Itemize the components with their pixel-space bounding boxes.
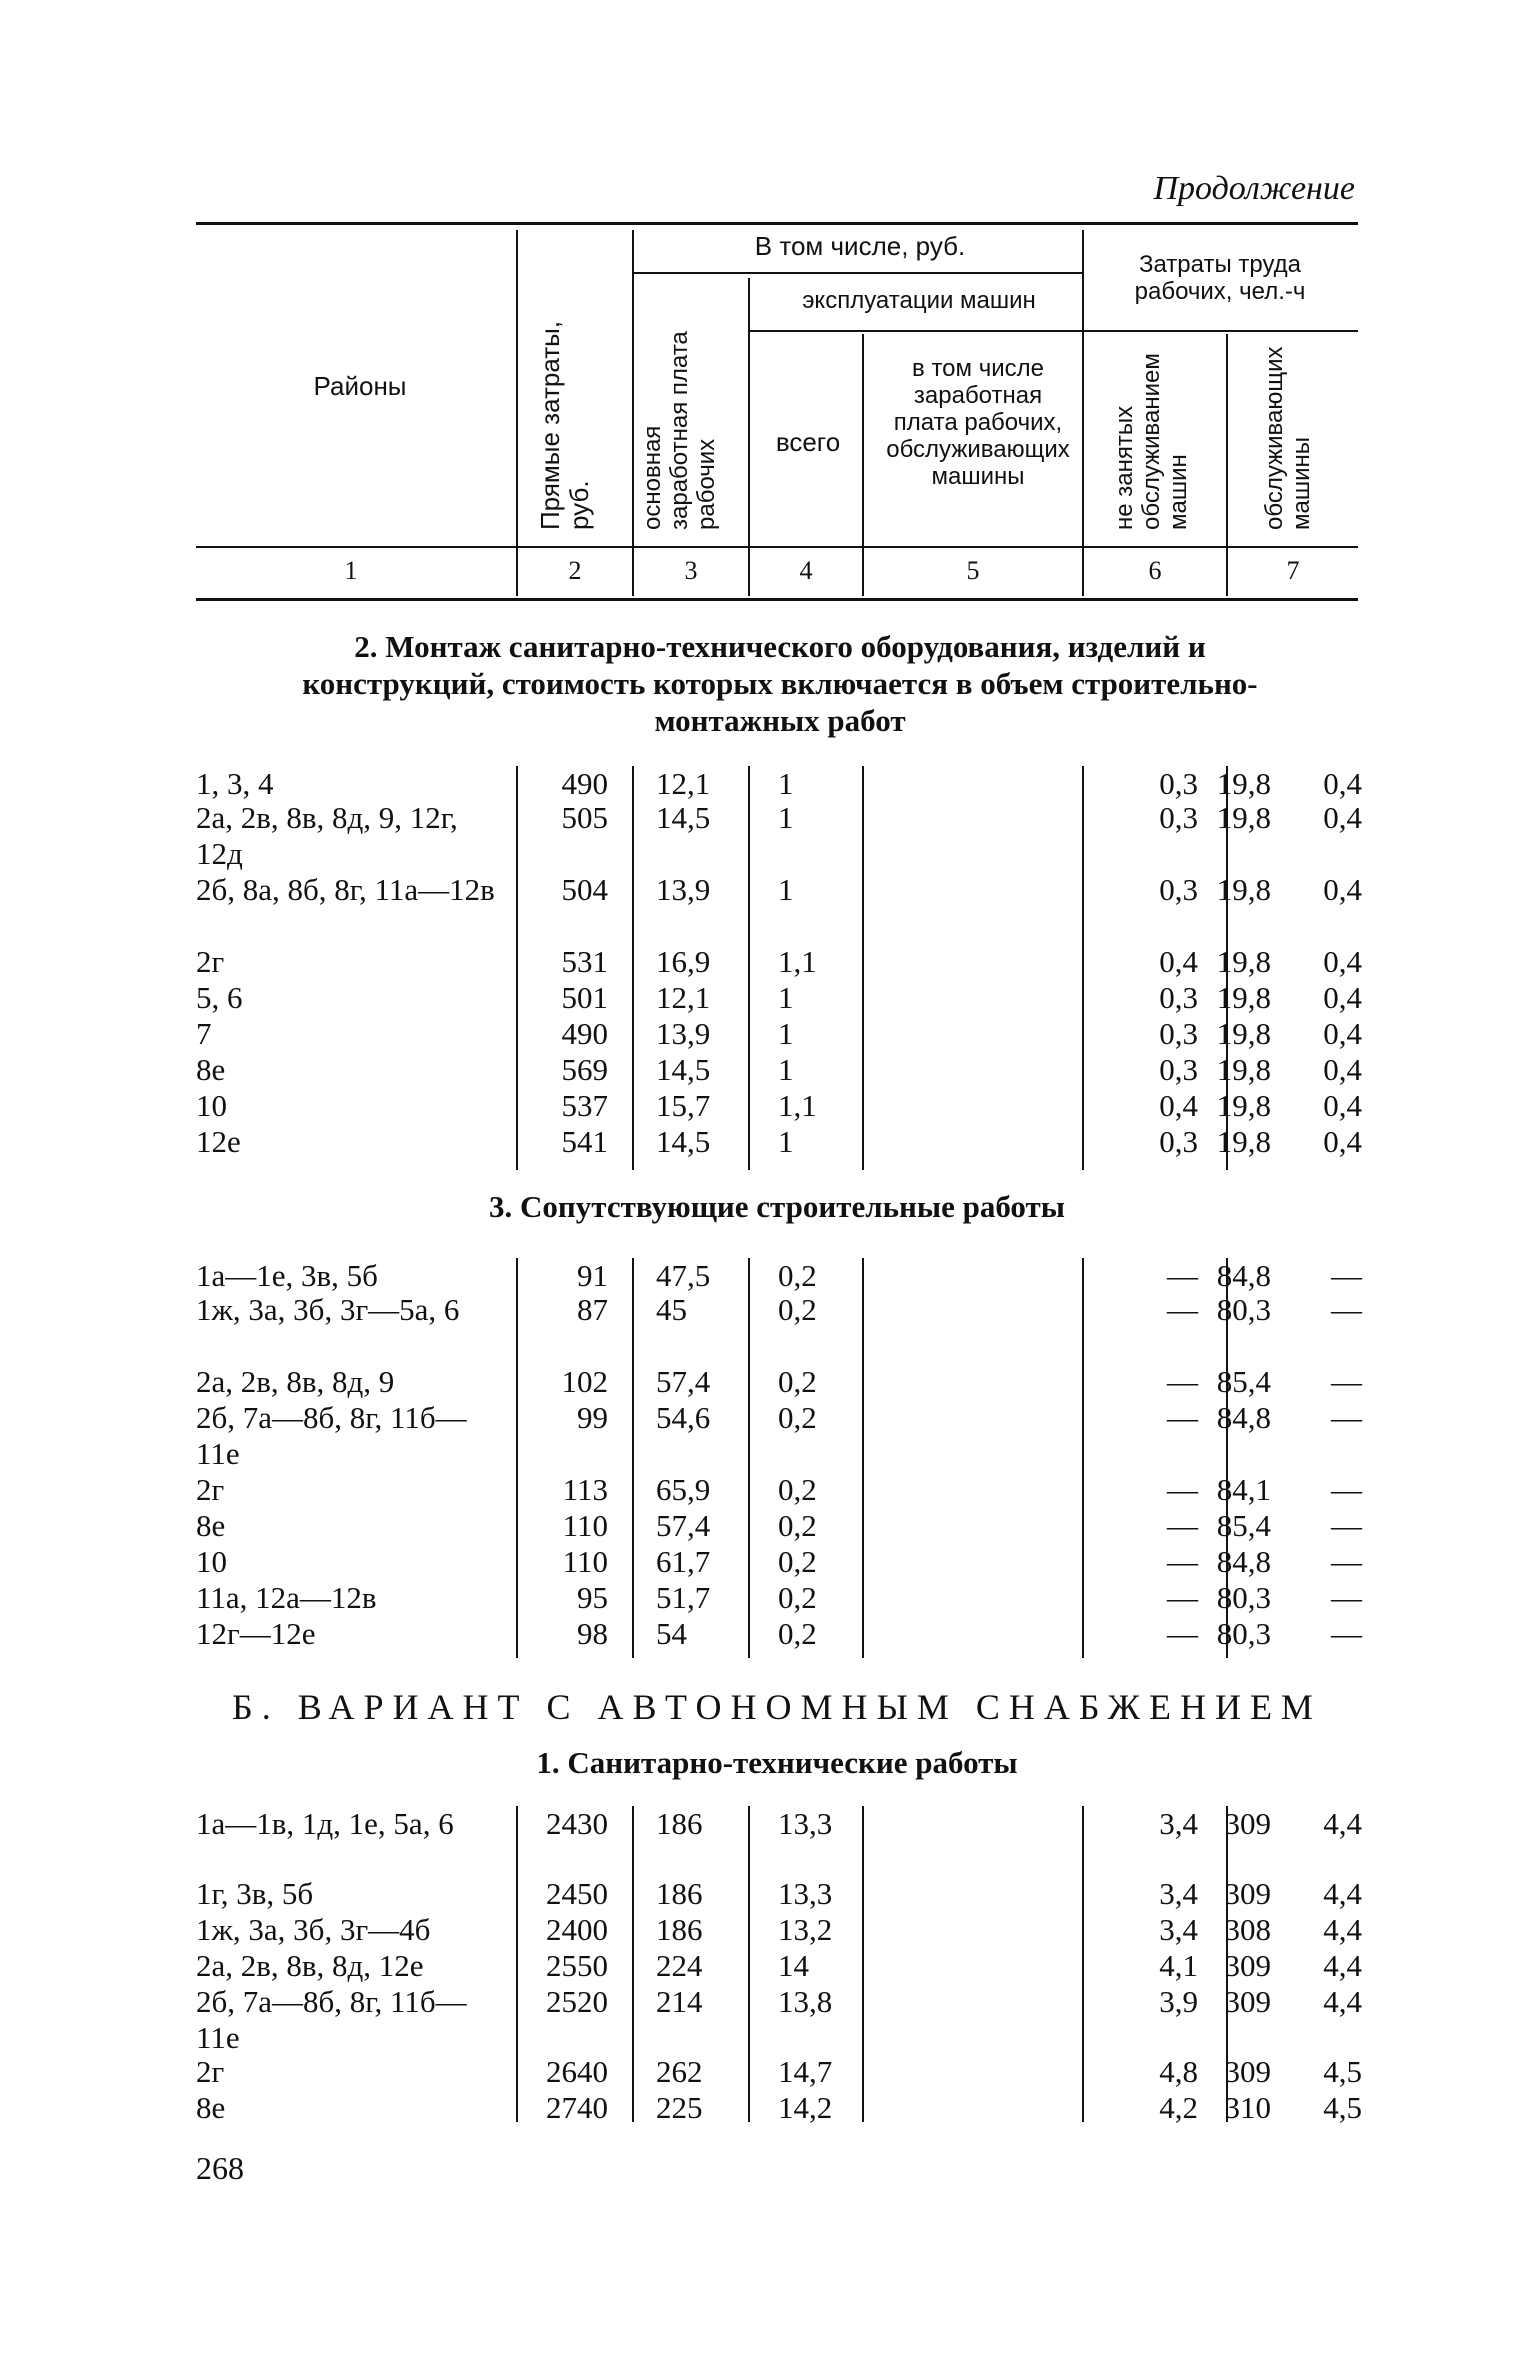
region-cell: 2б, 7а—8б, 8г, 11б—11е bbox=[196, 1400, 467, 1471]
labor-cell: 19,8 bbox=[1216, 1052, 1271, 1087]
machine-wage-cell: — bbox=[1167, 1400, 1198, 1435]
region-cell: 1, 3, 4 bbox=[196, 766, 274, 801]
region-cell: 2г bbox=[196, 2054, 225, 2089]
region-cell: 2а, 2в, 8в, 8д, 12е bbox=[196, 1948, 424, 1983]
machine-total-cell: 1,1 bbox=[778, 1088, 817, 1123]
machine-labor-cell: 4,4 bbox=[1323, 1912, 1362, 1947]
labor-cell: 309 bbox=[1224, 1876, 1271, 1911]
machine-total-cell: 0,2 bbox=[778, 1616, 817, 1651]
header-vrule-1 bbox=[516, 230, 518, 596]
base-wage-cell: 186 bbox=[656, 1806, 703, 1841]
labor-cell: 19,8 bbox=[1216, 1088, 1271, 1123]
machine-labor-cell: 4,4 bbox=[1323, 1876, 1362, 1911]
base-wage-cell: 225 bbox=[656, 2090, 703, 2125]
machine-wage-cell: 3,4 bbox=[1159, 1876, 1198, 1911]
direct-cost-cell: 490 bbox=[561, 766, 608, 801]
base-wage-cell: 51,7 bbox=[656, 1580, 711, 1615]
base-wage-cell: 15,7 bbox=[656, 1088, 711, 1123]
region-cell: 8е bbox=[196, 2090, 226, 2125]
base-wage-cell: 12,1 bbox=[656, 980, 711, 1015]
machine-wage-cell: 0,3 bbox=[1159, 766, 1198, 801]
machine-wage-cell: 4,1 bbox=[1159, 1948, 1198, 1983]
base-wage-cell: 54,6 bbox=[656, 1400, 711, 1435]
section3-vrule-2 bbox=[632, 1258, 634, 1658]
machine-total-cell: 1 bbox=[778, 1016, 794, 1051]
base-wage-cell: 16,9 bbox=[656, 944, 711, 979]
labor-cell: 309 bbox=[1224, 1806, 1271, 1841]
header-vrule-5 bbox=[1082, 230, 1084, 596]
machine-total-cell: 14,7 bbox=[778, 2054, 833, 2089]
machine-wage-cell: 0,4 bbox=[1159, 944, 1198, 979]
labor-cell: 19,8 bbox=[1216, 1124, 1271, 1159]
header-group-wage: В том числе, руб. bbox=[754, 231, 966, 261]
base-wage-cell: 54 bbox=[656, 1616, 687, 1651]
region-cell: 1а—1в, 1д, 1е, 5а, 6 bbox=[196, 1806, 454, 1841]
colnum-6: 6 bbox=[1148, 556, 1162, 585]
labor-cell: 80,3 bbox=[1216, 1292, 1271, 1327]
labor-cell: 84,8 bbox=[1216, 1544, 1271, 1579]
machine-total-cell: 14 bbox=[778, 1948, 809, 1983]
labor-cell: 310 bbox=[1224, 2090, 1271, 2125]
section3-table bbox=[196, 1258, 1362, 1662]
region-cell: 10 bbox=[196, 1088, 227, 1123]
machine-total-cell: 0,2 bbox=[778, 1292, 817, 1327]
machine-wage-cell: 3,9 bbox=[1159, 1984, 1198, 2019]
region-cell: 2г bbox=[196, 1472, 225, 1507]
page-number: 268 bbox=[196, 2150, 244, 2186]
machine-total-cell: 0,2 bbox=[778, 1400, 817, 1435]
base-wage-cell: 65,9 bbox=[656, 1472, 711, 1507]
machine-labor-cell: — bbox=[1331, 1258, 1362, 1293]
direct-cost-cell: 95 bbox=[577, 1580, 608, 1615]
region-cell: 2а, 2в, 8в, 8д, 9, 12г, 12д bbox=[196, 800, 458, 871]
header-group-labor: Затраты труда рабочих, чел.-ч bbox=[1134, 251, 1306, 305]
header-group-machine: эксплуатации машин bbox=[802, 287, 1036, 314]
region-cell: 7 bbox=[196, 1016, 212, 1051]
header-col6: не занятых обслуживанием машин bbox=[1111, 353, 1192, 530]
group-labor-rule bbox=[1084, 330, 1358, 332]
machine-labor-cell: — bbox=[1331, 1400, 1362, 1435]
direct-cost-cell: 2520 bbox=[546, 1984, 608, 2019]
machine-labor-cell: 0,4 bbox=[1323, 1088, 1362, 1123]
base-wage-cell: 262 bbox=[656, 2054, 703, 2089]
direct-cost-cell: 102 bbox=[561, 1364, 608, 1399]
machine-total-cell: 0,2 bbox=[778, 1472, 817, 1507]
machine-wage-cell: 3,4 bbox=[1159, 1806, 1198, 1841]
labor-cell: 19,8 bbox=[1216, 872, 1271, 907]
variant-b-title: Б. ВАРИАНТ С АВТОНОМНЫМ СНАБЖЕНИЕМ bbox=[232, 1687, 1322, 1727]
direct-cost-cell: 531 bbox=[561, 944, 608, 979]
direct-cost-cell: 87 bbox=[577, 1292, 608, 1327]
direct-cost-cell: 490 bbox=[561, 1016, 608, 1051]
header-vrule-3 bbox=[748, 278, 750, 596]
machine-wage-cell: 0,3 bbox=[1159, 980, 1198, 1015]
machine-labor-cell: 4,5 bbox=[1323, 2054, 1362, 2089]
machine-labor-cell: — bbox=[1331, 1508, 1362, 1543]
machine-wage-cell: 0,3 bbox=[1159, 800, 1198, 835]
labor-cell: 19,8 bbox=[1216, 944, 1271, 979]
base-wage-cell: 47,5 bbox=[656, 1258, 711, 1293]
base-wage-cell: 45 bbox=[656, 1292, 687, 1327]
direct-cost-cell: 110 bbox=[562, 1544, 608, 1579]
machine-total-cell: 13,8 bbox=[778, 1984, 833, 2019]
labor-cell: 84,8 bbox=[1216, 1400, 1271, 1435]
machine-labor-cell: 0,4 bbox=[1323, 944, 1362, 979]
continuation-label: Продолжение bbox=[1153, 170, 1355, 207]
machine-wage-cell: — bbox=[1167, 1258, 1198, 1293]
region-cell: 1а—1е, 3в, 5б bbox=[196, 1258, 378, 1293]
region-cell: 8е bbox=[196, 1052, 226, 1087]
direct-cost-cell: 504 bbox=[561, 872, 608, 907]
base-wage-cell: 13,9 bbox=[656, 1016, 711, 1051]
header-vrule-2 bbox=[632, 230, 634, 596]
region-cell: 5, 6 bbox=[196, 980, 243, 1015]
machine-wage-cell: 3,4 bbox=[1159, 1912, 1198, 1947]
region-cell: 12е bbox=[196, 1124, 241, 1159]
direct-cost-cell: 2550 bbox=[546, 1948, 608, 1983]
header-col2: Прямые затраты, руб. bbox=[535, 320, 595, 530]
base-wage-cell: 186 bbox=[656, 1912, 703, 1947]
header-col5: в том числе заработная плата рабочих, обслуживающих машины bbox=[886, 355, 1070, 490]
direct-cost-cell: 110 bbox=[562, 1508, 608, 1543]
direct-cost-cell: 99 bbox=[577, 1400, 608, 1435]
machine-total-cell: 0,2 bbox=[778, 1258, 817, 1293]
labor-cell: 19,8 bbox=[1216, 800, 1271, 835]
base-wage-cell: 214 bbox=[656, 1984, 703, 2019]
machine-labor-cell: 0,4 bbox=[1323, 1052, 1362, 1087]
base-wage-cell: 57,4 bbox=[656, 1508, 711, 1543]
machine-wage-cell: 0,3 bbox=[1159, 1016, 1198, 1051]
region-cell: 10 bbox=[196, 1544, 227, 1579]
direct-cost-cell: 501 bbox=[561, 980, 608, 1015]
direct-cost-cell: 2400 bbox=[546, 1912, 608, 1947]
machine-total-cell: 1 bbox=[778, 980, 794, 1015]
direct-cost-cell: 2640 bbox=[546, 2054, 608, 2089]
machine-wage-cell: — bbox=[1167, 1364, 1198, 1399]
colnum-3: 3 bbox=[684, 556, 698, 585]
machine-wage-cell: 4,2 bbox=[1159, 2090, 1198, 2125]
labor-cell: 309 bbox=[1224, 1948, 1271, 1983]
machine-wage-cell: — bbox=[1167, 1616, 1198, 1651]
labor-cell: 19,8 bbox=[1216, 980, 1271, 1015]
labor-cell: 85,4 bbox=[1216, 1508, 1271, 1543]
machine-labor-cell: 4,4 bbox=[1323, 1806, 1362, 1841]
region-cell: 8е bbox=[196, 1508, 226, 1543]
labor-cell: 309 bbox=[1224, 1984, 1271, 2019]
machine-total-cell: 0,2 bbox=[778, 1544, 817, 1579]
region-cell: 12г—12е bbox=[196, 1616, 316, 1651]
machine-wage-cell: 4,8 bbox=[1159, 2054, 1198, 2089]
direct-cost-cell: 98 bbox=[577, 1616, 608, 1651]
labor-cell: 80,3 bbox=[1216, 1580, 1271, 1615]
header-col1: Районы bbox=[313, 371, 407, 401]
colnum-4: 4 bbox=[799, 556, 813, 585]
machine-labor-cell: — bbox=[1331, 1544, 1362, 1579]
region-cell: 2а, 2в, 8в, 8д, 9 bbox=[196, 1364, 395, 1399]
labor-cell: 84,1 bbox=[1216, 1472, 1271, 1507]
variantb-vrule-3 bbox=[748, 1806, 750, 2122]
machine-total-cell: 0,2 bbox=[778, 1580, 817, 1615]
labor-cell: 85,4 bbox=[1216, 1364, 1271, 1399]
base-wage-cell: 57,4 bbox=[656, 1364, 711, 1399]
machine-labor-cell: 0,4 bbox=[1323, 800, 1362, 835]
machine-labor-cell: 4,4 bbox=[1323, 1984, 1362, 2019]
colnum-1: 1 bbox=[344, 556, 358, 585]
machine-total-cell: 13,3 bbox=[778, 1806, 833, 1841]
variantb-vrule-2 bbox=[632, 1806, 634, 2122]
labor-cell: 309 bbox=[1224, 2054, 1271, 2089]
machine-wage-cell: 0,3 bbox=[1159, 1124, 1198, 1159]
direct-cost-cell: 537 bbox=[561, 1088, 608, 1123]
machine-labor-cell: — bbox=[1331, 1580, 1362, 1615]
machine-wage-cell: — bbox=[1167, 1580, 1198, 1615]
direct-cost-cell: 91 bbox=[577, 1258, 608, 1293]
machine-total-cell: 0,2 bbox=[778, 1364, 817, 1399]
machine-total-cell: 14,2 bbox=[778, 2090, 833, 2125]
region-cell: 11а, 12а—12в bbox=[196, 1580, 377, 1615]
base-wage-cell: 224 bbox=[656, 1948, 703, 1983]
region-cell: 1ж, 3а, 3б, 3г—5а, 6 bbox=[196, 1292, 460, 1327]
direct-cost-cell: 2740 bbox=[546, 2090, 608, 2125]
section2-table bbox=[196, 766, 1362, 1176]
machine-labor-cell: 4,5 bbox=[1323, 2090, 1362, 2125]
machine-labor-cell: 0,4 bbox=[1323, 1016, 1362, 1051]
section2-vrule-2 bbox=[632, 766, 634, 1170]
region-cell: 1ж, 3а, 3б, 3г—4б bbox=[196, 1912, 431, 1947]
region-cell: 2б, 7а—8б, 8г, 11б—11е bbox=[196, 1984, 467, 2055]
header-top-rule bbox=[196, 222, 1358, 225]
machine-labor-cell: 4,4 bbox=[1323, 1948, 1362, 1983]
direct-cost-cell: 505 bbox=[561, 800, 608, 835]
machine-labor-cell: — bbox=[1331, 1292, 1362, 1327]
colnum-2: 2 bbox=[568, 556, 582, 585]
colnum-7: 7 bbox=[1286, 556, 1300, 585]
section3-vrule-3 bbox=[748, 1258, 750, 1658]
section2-title: 2. Монтаж санитарно-технического оборудования, изделий и конструкций, стоимость которых включается в объем строительно-монтажных работ bbox=[302, 629, 1258, 739]
machine-total-cell: 1 bbox=[778, 1124, 794, 1159]
machine-total-cell: 1 bbox=[778, 800, 794, 835]
machine-total-cell: 13,3 bbox=[778, 1876, 833, 1911]
labor-cell: 19,8 bbox=[1216, 1016, 1271, 1051]
region-cell: 1г, 3в, 5б bbox=[196, 1876, 314, 1911]
direct-cost-cell: 2450 bbox=[546, 1876, 608, 1911]
labor-cell: 19,8 bbox=[1216, 766, 1271, 801]
base-wage-cell: 14,5 bbox=[656, 1052, 711, 1087]
machine-labor-cell: 0,4 bbox=[1323, 1124, 1362, 1159]
direct-cost-cell: 113 bbox=[562, 1472, 608, 1507]
section2-vrule-3 bbox=[748, 766, 750, 1170]
group-wage-rule bbox=[632, 272, 1084, 274]
header-col7: обслуживающих машины bbox=[1261, 346, 1315, 530]
region-cell: 2г bbox=[196, 944, 225, 979]
machine-labor-cell: — bbox=[1331, 1472, 1362, 1507]
machine-total-cell: 1 bbox=[778, 1052, 794, 1087]
labor-cell: 84,8 bbox=[1216, 1258, 1271, 1293]
base-wage-cell: 12,1 bbox=[656, 766, 711, 801]
machine-labor-cell: 0,4 bbox=[1323, 766, 1362, 801]
region-cell: 2б, 8а, 8б, 8г, 11а—12в bbox=[196, 872, 495, 907]
base-wage-cell: 14,5 bbox=[656, 1124, 711, 1159]
machine-labor-cell: 0,4 bbox=[1323, 872, 1362, 907]
colnum-bottom-rule bbox=[196, 598, 1358, 601]
base-wage-cell: 14,5 bbox=[656, 800, 711, 835]
machine-wage-cell: 0,4 bbox=[1159, 1088, 1198, 1123]
variant-b-table bbox=[196, 1806, 1362, 2128]
header-col4: всего bbox=[775, 427, 841, 457]
variant-b-subtitle: 1. Санитарно-технические работы bbox=[536, 1745, 1018, 1780]
machine-wage-cell: — bbox=[1167, 1544, 1198, 1579]
direct-cost-cell: 541 bbox=[561, 1124, 608, 1159]
base-wage-cell: 13,9 bbox=[656, 872, 711, 907]
labor-cell: 308 bbox=[1224, 1912, 1271, 1947]
machine-wage-cell: — bbox=[1167, 1292, 1198, 1327]
group-machine-rule bbox=[748, 330, 1084, 332]
section3-title: 3. Сопутствующие строительные работы bbox=[489, 1189, 1065, 1224]
base-wage-cell: 186 bbox=[656, 1876, 703, 1911]
machine-wage-cell: 0,3 bbox=[1159, 1052, 1198, 1087]
direct-cost-cell: 569 bbox=[561, 1052, 608, 1087]
machine-total-cell: 1,1 bbox=[778, 944, 817, 979]
labor-cell: 80,3 bbox=[1216, 1616, 1271, 1651]
machine-total-cell: 1 bbox=[778, 766, 794, 801]
machine-wage-cell: 0,3 bbox=[1159, 872, 1198, 907]
machine-wage-cell: — bbox=[1167, 1472, 1198, 1507]
machine-labor-cell: — bbox=[1331, 1616, 1362, 1651]
header-bottom-rule bbox=[196, 546, 1358, 548]
machine-labor-cell: 0,4 bbox=[1323, 980, 1362, 1015]
base-wage-cell: 61,7 bbox=[656, 1544, 711, 1579]
machine-total-cell: 1 bbox=[778, 872, 794, 907]
machine-wage-cell: — bbox=[1167, 1508, 1198, 1543]
machine-total-cell: 13,2 bbox=[778, 1912, 833, 1947]
colnum-5: 5 bbox=[966, 556, 980, 585]
machine-labor-cell: — bbox=[1331, 1364, 1362, 1399]
machine-total-cell: 0,2 bbox=[778, 1508, 817, 1543]
header-col3: основная заработная плата рабочих bbox=[639, 331, 720, 530]
direct-cost-cell: 2430 bbox=[546, 1806, 608, 1841]
